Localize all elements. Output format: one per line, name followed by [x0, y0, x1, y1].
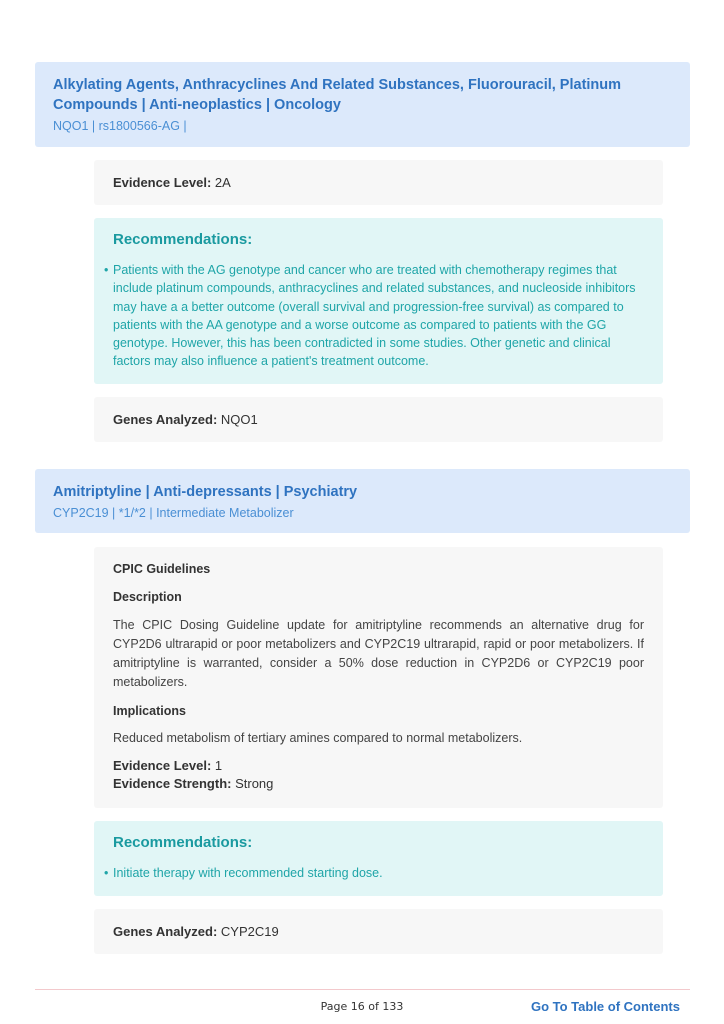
drug-section-genotype: CYP2C19 | *1/*2 | Intermediate Metabolizer [53, 506, 294, 520]
implications-heading: Implications [113, 704, 186, 718]
guideline-panel [94, 547, 663, 808]
recommendations-title: Recommendations: [113, 834, 253, 851]
recommendations-title: Recommendations: [113, 231, 253, 248]
footer-divider [35, 989, 690, 990]
genes-analyzed-label: Genes Analyzed: [113, 412, 218, 427]
evidence-level-value: 1 [214, 758, 223, 773]
drug-section-header [35, 62, 690, 147]
guideline-source-title: CPIC Guidelines [113, 562, 211, 576]
drug-section-title: Amitriptyline | Anti-depressants | Psychiatry [53, 484, 358, 500]
genes-analyzed-label: Genes Analyzed: [113, 924, 218, 939]
recommendations-panel [94, 821, 663, 896]
description-text: The CPIC Dosing Guideline update for amitriptyline recommends an alternative drug for CYP2D6 ultrarapid or poor metabolizers and CYP2C19 ultrarapid, rapid or poor metabolizers. If amitriptyline is warranted, consider a 50% dose reduction in CYP2D6 or CYP2C19 poor metabolizers. [113, 618, 644, 689]
recommendations-list [103, 261, 644, 371]
evidence-level-label: Evidence Level: [113, 175, 212, 190]
recommendations-panel [94, 218, 663, 384]
description-heading: Description [113, 590, 182, 604]
genes-analyzed-value: NQO1 [220, 412, 258, 427]
recommendation-item: • Initiate therapy with recommended starting dose. [103, 864, 644, 882]
recommendations-list [103, 864, 644, 882]
genes-analyzed-value: CYP2C19 [220, 924, 279, 939]
table-of-contents-link[interactable]: Go To Table of Contents [530, 999, 680, 1014]
implications-text: Reduced metabolism of tertiary amines compared to normal metabolizers. [113, 731, 523, 745]
evidence-strength-label: Evidence Strength: [113, 776, 232, 791]
page-number: Page 16 of 133 [320, 1000, 404, 1013]
evidence-panel [94, 160, 663, 205]
evidence-level-label: Evidence Level: [113, 758, 212, 773]
recommendation-item: • Patients with the AG genotype and cancer who are treated with chemotherapy regimes that include platinum compounds, anthracyclines and related substances, and nucleoside inhibitors may have a a better outcome (overall survival and progression-free survival) as compared to patients with the AA genotype and a worse outcome as compared to patients with the GG genotype. However, this has been contradicted in some studies. Other genetic and clinical factors may also influence a patient's treatment outcome. [103, 261, 644, 371]
evidence-level-value: 2A [214, 175, 231, 190]
genes-analyzed-panel [94, 909, 663, 954]
drug-section-genotype: NQO1 | rs1800566-AG | [53, 119, 187, 133]
evidence-strength-value: Strong [235, 776, 274, 791]
genes-analyzed-panel [94, 397, 663, 442]
drug-section-title: Alkylating Agents, Anthracyclines And Related Substances, Fluorouracil, Platinum Compounds | Anti-neoplastics | Oncology [53, 77, 622, 113]
drug-section-header [35, 469, 690, 533]
